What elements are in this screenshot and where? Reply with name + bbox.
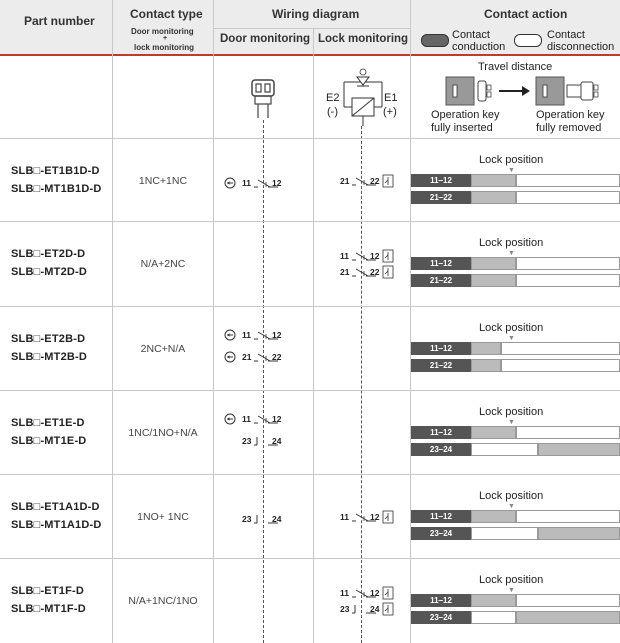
bar-label: 11‒12 xyxy=(411,342,471,355)
header-contact-type-sub2: + xyxy=(163,35,168,42)
contact-type: N/A+1NC/1NO xyxy=(128,595,198,607)
door-contact-term-a: 11 xyxy=(242,178,251,188)
key-inserted-line2: fully inserted xyxy=(431,122,493,134)
lock-contact-term-a: 11 xyxy=(340,588,349,598)
door-contact-term-b: 22 xyxy=(272,352,282,362)
terminal-e1: E1 xyxy=(384,92,398,104)
header-contact-type-sub1: Door monitoring xyxy=(131,27,194,36)
bar-segment xyxy=(516,611,620,624)
key-inserted-line1: Operation key xyxy=(431,109,500,121)
bar-segment xyxy=(471,527,538,540)
door-contact-term-a: 11 xyxy=(242,330,251,340)
lock-contact-term-a: 21 xyxy=(340,267,350,277)
lock-position-label: Lock position xyxy=(479,490,544,502)
lock-actuator-icon xyxy=(382,602,394,616)
lock-position-marker: ▼ xyxy=(508,250,515,257)
contact-type: 2NC+N/A xyxy=(140,343,186,355)
bar-segment xyxy=(471,594,516,607)
row-divider xyxy=(0,474,620,475)
bar-label: 21‒22 xyxy=(411,191,471,204)
lock-contact-term-b: 22 xyxy=(370,176,380,186)
legend-conduction-icon xyxy=(421,34,449,47)
bar-segment xyxy=(471,257,516,270)
lock-position-label: Lock position xyxy=(479,237,544,249)
contact-type: 1NO+ 1NC xyxy=(137,511,189,523)
bar-segment xyxy=(471,510,516,523)
part-number: SLB□-MT1F-D xyxy=(11,603,86,615)
bar-label: 11‒12 xyxy=(411,594,471,607)
bar-segment xyxy=(516,191,620,204)
header-door-monitoring: Door monitoring xyxy=(220,33,311,45)
lock-position-marker: ▼ xyxy=(508,167,515,174)
row-divider xyxy=(0,558,620,559)
part-number: SLB□-ET1A1D-D xyxy=(11,501,100,513)
legend-disconnection-line2: disconnection xyxy=(547,41,615,53)
door-contact-term-b: 12 xyxy=(272,330,282,340)
bar-segment xyxy=(471,359,501,372)
header-wiring-diagram: Wiring diagram xyxy=(272,7,360,21)
arrow-right-icon xyxy=(497,84,531,98)
legend-disconnection-icon xyxy=(514,34,542,47)
col-divider-2 xyxy=(213,0,214,643)
door-contact-term-b: 24 xyxy=(272,514,282,524)
key-removed-line1: Operation key xyxy=(536,109,605,121)
header-contact-type-sub3: lock monitoring xyxy=(134,43,194,52)
door-arrow-icon xyxy=(224,177,236,189)
bar-segment xyxy=(501,359,620,372)
legend-conduction-line1: Contact xyxy=(452,29,490,41)
part-number: SLB□-MT2B-D xyxy=(11,351,88,363)
lock-contact-term-b: 12 xyxy=(370,512,380,522)
door-arrow-icon xyxy=(224,413,236,425)
lock-actuator-icon xyxy=(382,265,394,279)
lock-contact-term-b: 24 xyxy=(370,604,380,614)
terminal-e2-sign: (-) xyxy=(327,106,338,118)
door-contact-term-a: 23 xyxy=(242,436,252,446)
part-number: SLB□-MT2D-D xyxy=(11,266,88,278)
bar-segment xyxy=(471,426,516,439)
bar-segment xyxy=(471,191,516,204)
bar-segment xyxy=(538,443,620,456)
key-diagram-icon xyxy=(248,78,278,122)
lock-position-label: Lock position xyxy=(479,322,544,334)
bar-segment xyxy=(516,594,620,607)
door-contact-term-b: 12 xyxy=(272,178,282,188)
door-contact-term-a: 11 xyxy=(242,414,251,424)
travel-distance-label: Travel distance xyxy=(478,61,553,73)
bar-segment xyxy=(516,174,620,187)
lock-actuator-icon xyxy=(382,510,394,524)
contact-type: 1NC/1NO+N/A xyxy=(128,427,198,439)
legend-disconnection-line1: Contact xyxy=(547,29,585,41)
col-divider-3 xyxy=(313,28,314,643)
bar-segment xyxy=(471,174,516,187)
part-number: SLB□-ET1E-D xyxy=(11,417,85,429)
lock-actuator-icon xyxy=(382,586,394,600)
door-centerline xyxy=(263,120,264,643)
lock-contact-term-a: 23 xyxy=(340,604,350,614)
bar-label: 11‒12 xyxy=(411,257,471,270)
lock-position-marker: ▼ xyxy=(508,587,515,594)
bar-label: 21‒22 xyxy=(411,359,471,372)
lock-position-marker: ▼ xyxy=(508,503,515,510)
lock-centerline xyxy=(361,126,362,643)
part-number: SLB□-MT1B1D-D xyxy=(11,183,102,195)
part-number: SLB□-ET1F-D xyxy=(11,585,85,597)
bar-segment xyxy=(501,342,620,355)
col-divider-4 xyxy=(410,0,411,643)
lock-contact-term-a: 11 xyxy=(340,251,349,261)
lock-actuator-icon xyxy=(382,249,394,263)
bar-segment xyxy=(516,426,620,439)
bar-segment xyxy=(516,510,620,523)
bar-label: 23‒24 xyxy=(411,527,471,540)
solenoid-diagram-icon xyxy=(340,66,386,128)
bar-segment xyxy=(516,274,620,287)
contact-type: N/A+2NC xyxy=(140,258,186,270)
lock-position-label: Lock position xyxy=(479,406,544,418)
bar-segment xyxy=(538,527,620,540)
bar-segment xyxy=(516,257,620,270)
door-contact-term-b: 24 xyxy=(272,436,282,446)
door-contact-term-a: 21 xyxy=(242,352,252,362)
terminal-e2: E2 xyxy=(326,92,340,104)
part-number: SLB□-ET2B-D xyxy=(11,333,86,345)
header-divider xyxy=(0,54,620,56)
lock-position-marker: ▼ xyxy=(508,335,515,342)
bar-label: 11‒12 xyxy=(411,426,471,439)
part-number: SLB□-ET2D-D xyxy=(11,248,86,260)
key-removed-line2: fully removed xyxy=(536,122,602,134)
door-contact-term-b: 12 xyxy=(272,414,282,424)
key-inserted-icon xyxy=(445,76,495,106)
door-arrow-icon xyxy=(224,329,236,341)
row-divider xyxy=(0,138,620,139)
lock-contact-term-b: 22 xyxy=(370,267,380,277)
part-number: SLB□-MT1E-D xyxy=(11,435,87,447)
bar-segment xyxy=(471,342,501,355)
lock-contact-term-a: 11 xyxy=(340,512,349,522)
legend-conduction-line2: conduction xyxy=(452,41,506,53)
lock-contact-term-a: 21 xyxy=(340,176,350,186)
header-contact-type: Contact type xyxy=(130,7,203,21)
lock-position-marker: ▼ xyxy=(508,419,515,426)
bar-segment xyxy=(471,443,538,456)
bar-label: 11‒12 xyxy=(411,510,471,523)
contact-type: 1NC+1NC xyxy=(138,175,188,187)
row-divider xyxy=(0,390,620,391)
header-part-number: Part number xyxy=(24,14,95,28)
lock-contact-term-b: 12 xyxy=(370,251,380,261)
door-arrow-icon xyxy=(224,351,236,363)
part-number: SLB□-ET1B1D-D xyxy=(11,165,100,177)
header-lock-monitoring: Lock monitoring xyxy=(318,33,409,45)
lock-position-label: Lock position xyxy=(479,574,544,586)
part-number: SLB□-MT1A1D-D xyxy=(11,519,102,531)
row-divider xyxy=(0,306,620,307)
key-removed-icon xyxy=(535,76,605,106)
terminal-e1-sign: (+) xyxy=(383,106,397,118)
bar-segment xyxy=(471,611,516,624)
lock-actuator-icon xyxy=(382,174,394,188)
header-contact-action: Contact action xyxy=(484,7,568,21)
row-divider-header-sub xyxy=(213,28,410,29)
row-divider xyxy=(0,221,620,222)
door-contact-term-a: 23 xyxy=(242,514,252,524)
lock-contact-term-b: 12 xyxy=(370,588,380,598)
lock-position-label: Lock position xyxy=(479,154,544,166)
bar-label: 11‒12 xyxy=(411,174,471,187)
bar-segment xyxy=(471,274,516,287)
bar-label: 21‒22 xyxy=(411,274,471,287)
bar-label: 23‒24 xyxy=(411,443,471,456)
col-divider-1 xyxy=(112,0,113,643)
bar-label: 23‒24 xyxy=(411,611,471,624)
